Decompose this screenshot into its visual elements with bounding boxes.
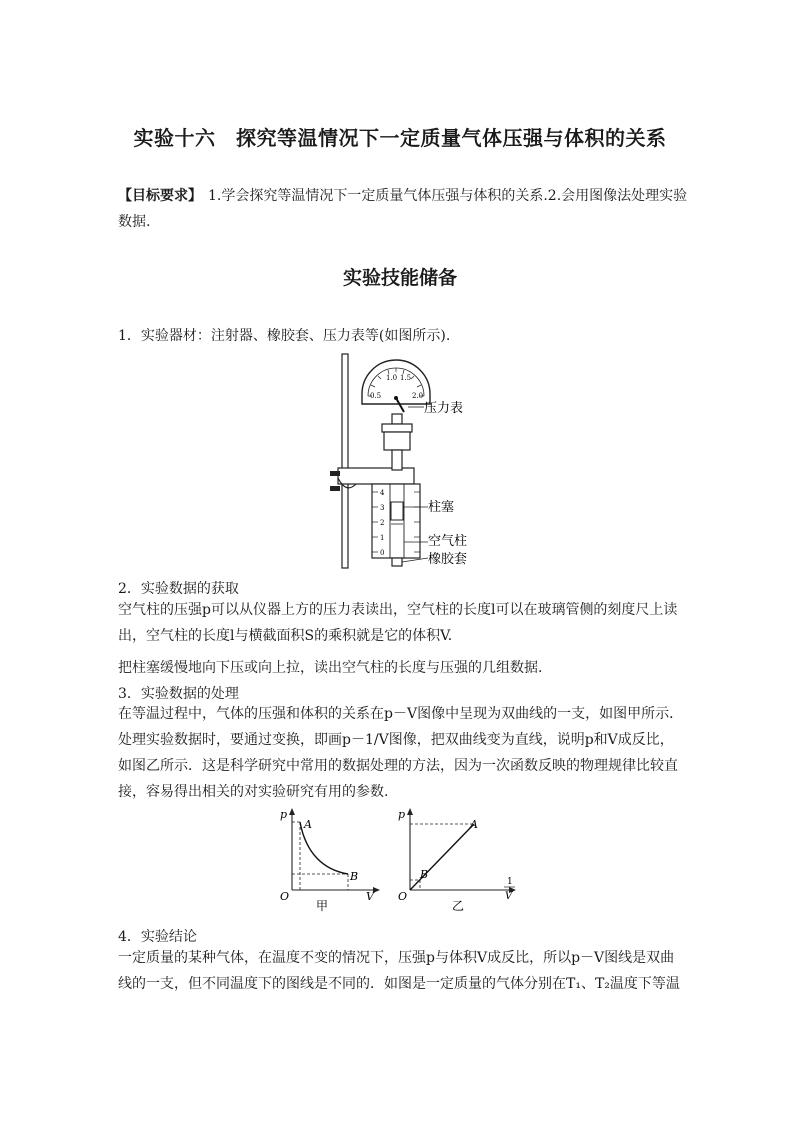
- jia-point-a: A: [304, 818, 312, 831]
- scale-tick-2: 2: [380, 519, 385, 527]
- item3-paragraph-1: 在等温过程中，气体的压强和体积的关系在p－V图像中呈现为双曲线的一支，如图甲所示．处理实验数据时，要通过变换，即画p－1/V图像，把双曲线变为直线，说明p和V成反比，如图乙所示．这是科学研究中常用的数据处理的方法，因为一次函数反映的物理规律比较直接，容易得出相关的对实验研究有用的参数.: [118, 706, 684, 800]
- item2-paragraph-1: 空气柱的压强p可以从仪器上方的压力表读出，空气柱的长度l可以在玻璃管侧的刻度尺上读出，空气柱的长度l与横截面积S的乘积就是它的体积V.: [118, 602, 678, 644]
- goal-tag: 【目标要求】: [118, 188, 202, 204]
- gauge-tick-2: 1.5: [400, 374, 412, 382]
- yi-point-b: B: [420, 868, 429, 881]
- apparatus-figure: [320, 352, 500, 570]
- scale-tick-0: 0: [380, 549, 385, 557]
- item2-paragraph-2: 把柱塞缓慢地向下压或向上拉，读出空气柱的长度与压强的几组数据.: [118, 660, 543, 676]
- yi-caption: 乙: [452, 899, 465, 913]
- label-air-column: 空气柱: [428, 534, 468, 549]
- clamp: [338, 468, 414, 484]
- yi-ylabel: p: [398, 808, 406, 821]
- gauge-tick-3: 2.0: [412, 392, 424, 400]
- label-plunger: 柱塞: [428, 500, 455, 515]
- item1-text: 1．实验器材：注射器、橡胶套、压力表等(如图所示).: [118, 328, 451, 344]
- stand-rod: [342, 354, 348, 568]
- goal-requirements: [118, 183, 698, 235]
- label-gauge: 压力表: [424, 401, 464, 416]
- item4-heading: 4．实验结论: [118, 929, 197, 945]
- jia-xlabel: V: [366, 890, 374, 903]
- jia-caption: 甲: [316, 899, 329, 913]
- jia-origin: O: [280, 890, 290, 903]
- scale-tick-1: 1: [380, 534, 385, 542]
- plunger: [391, 502, 403, 520]
- yi-xlabel-denominator: V: [505, 891, 513, 902]
- section-title: 实验技能储备: [342, 267, 457, 289]
- pressure-gauge: [362, 360, 430, 412]
- page-title: 实验十六 探究等温情况下一定质量气体压强与体积的关系: [133, 126, 667, 150]
- graph-yi: [394, 806, 522, 914]
- graph-jia: [276, 806, 386, 914]
- item4-paragraph-1: 一定质量的某种气体，在温度不变的情况下，压强p与体积V成反比，所以p－V图线是双曲线的一支，但不同温度下的图线是不同的．如图是一定质量的气体分别在T₁、T₂温度下等温: [118, 950, 680, 992]
- jia-ylabel: p: [280, 808, 288, 821]
- label-rubber-cap: 橡胶套: [428, 552, 468, 567]
- jia-point-b: B: [350, 870, 359, 883]
- item2-heading: 2．实验数据的获取: [118, 581, 239, 597]
- clamp-screw-top: [330, 471, 340, 476]
- yi-point-a: A: [470, 818, 478, 831]
- scale-tick-3: 3: [380, 504, 385, 512]
- rubber-cap: [392, 558, 402, 566]
- clamp-screw-bottom: [330, 486, 340, 491]
- yi-origin: O: [398, 890, 408, 903]
- goal-text: 1.学会探究等温情况下一定质量气体压强与体积的关系.2.会用图像法处理实验数据.: [118, 188, 688, 230]
- scale-tick-4: 4: [380, 489, 385, 497]
- yi-xlabel-numerator: 1: [507, 877, 513, 887]
- gauge-tick-1: 1.0: [386, 374, 398, 382]
- gauge-tick-0: 0.5: [370, 392, 382, 400]
- item3-heading: 3．实验数据的处理: [118, 686, 239, 702]
